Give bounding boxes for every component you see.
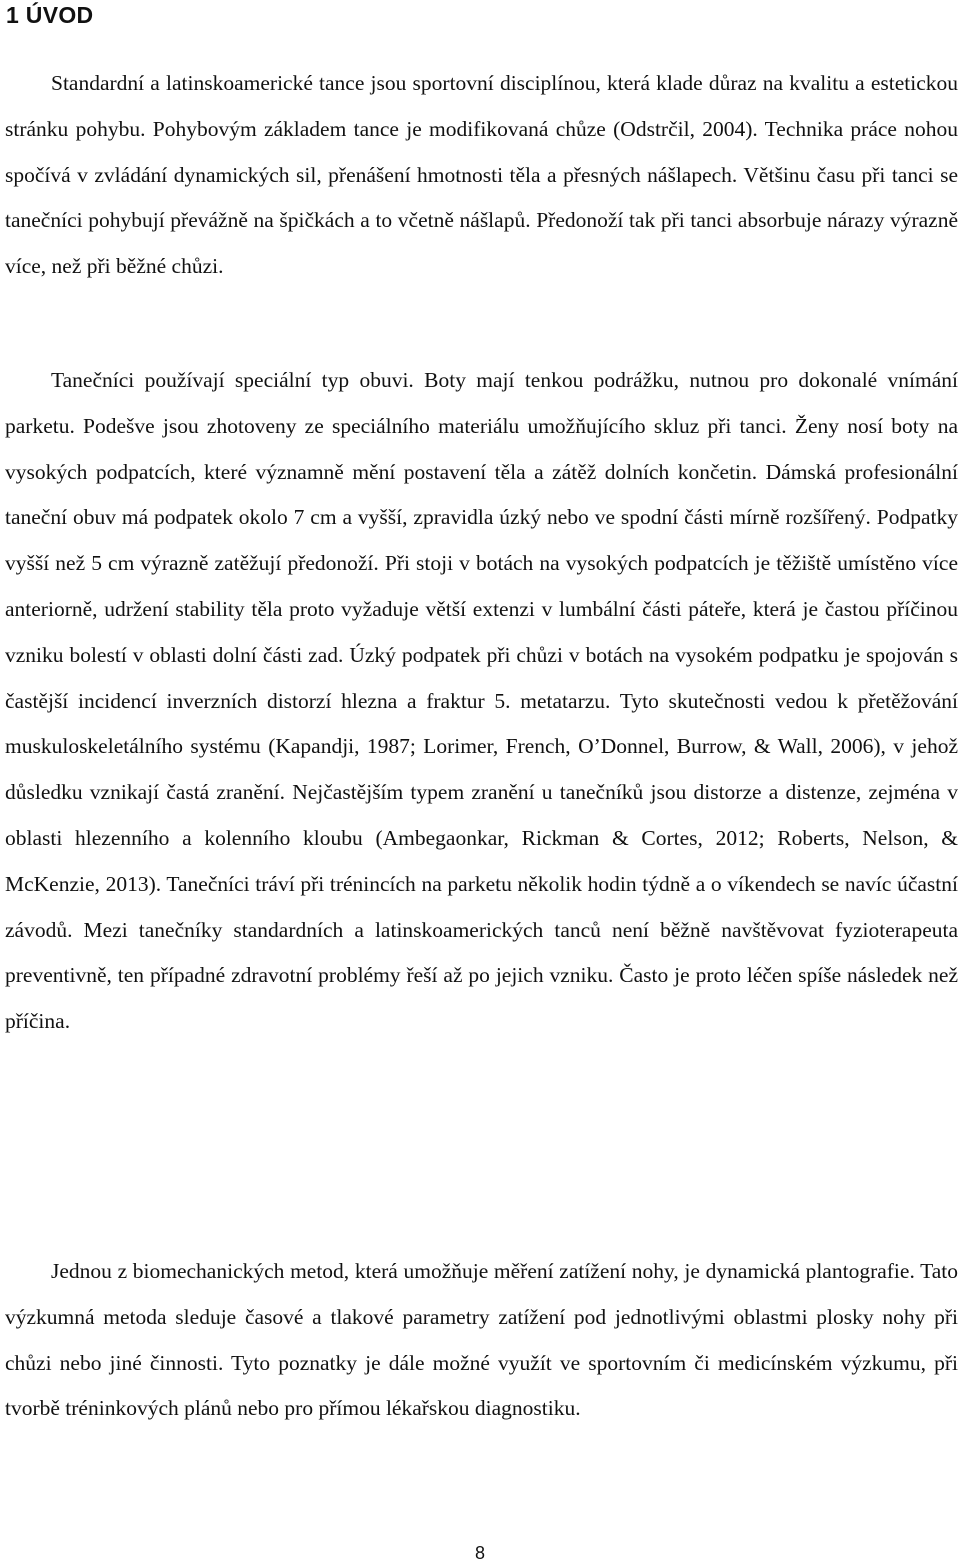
paragraph-plantography: Jednou z biomechanických metod, která umožňuje měření zatížení nohy, je dynamická plantografie. Tato výzkumná metoda sleduje časové a tlakové parametry zatížení pod jednotlivými oblastmi plosky nohy při chůzi nebo jiné činnosti. Tyto poznatky je dále možné využít ve sportovním či medicínském výzkumu, při tvorbě tréninkových plánů nebo pro přímou lékařskou diagnostiku. <box>5 1259 958 1421</box>
section-heading: 1 ÚVOD <box>6 2 94 28</box>
paragraph-dance-technique: Standardní a latinskoamerické tance jsou sportovní disciplínou, která klade důraz na kvalitu a estetickou stránku pohybu. Pohybovým základem tance je modifikovaná chůze (Odstrčil, 2004). Technika práce nohou spočívá v zvládání dynamických sil, přenášení hmotnosti těla a přesných nášlapech. Většinu času při tanci se tanečníci pohybují převážně na špičkách a to včetně nášlapů. Předonoží tak při tanci absorbuje nárazy výrazně více, než při běžné chůzi. <box>5 71 958 279</box>
paragraph-dance-shoes-injuries: Tanečníci používají speciální typ obuvi. Boty mají tenkou podrážku, nutnou pro dokonalé vnímání parketu. Podešve jsou zhotoveny ze speciálního materiálu umožňujícího skluz při tanci. Ženy nosí boty na vysokých podpatcích, které významně mění postavení těla a zátěž dolních končetin. Dámská profesionální taneční obuv má podpatek okolo 7 cm a vyšší, zpravidla úzký nebo ve spodní části mírně rozšířený. Podpatky vyšší než 5 cm výrazně zatěžují předonoží. Při stoji v botách na vysokých podpatcích je těžiště umístěno více anteriorně, udržení stability těla proto vyžaduje větší extenzi v lumbální části páteře, která je častou příčinou vzniku bolestí v oblasti dolní části zad. Úzký podpatek při chůzi v botách na vysokém podpatku je spojován s častější incidencí inverzních distorzí hlezna a fraktur 5. metatarzu. Tyto skutečnosti vedou k přetěžování muskuloskeletálního systému (Kapandji, 1987; Lorimer, French, O’Donnel, Burrow, & Wall, 2006), v jehož důsledku vznikají častá zranění. Nejčastějším typem zranění u tanečníků jsou distorze a distenze, zejména v oblasti hlezenního a kolenního kloubu (Ambegaonkar, Rickman & Cortes, 2012; Roberts, Nelson, & McKenzie, 2013). Tanečníci tráví při trénincích na parketu několik hodin týdně a o víkendech se navíc účastní závodů. Mezi tanečníky standardních a latinskoamerických tanců není běžně navštěvovat fyzioterapeuta preventivně, ten případné zdravotní problémy řeší až po jejich vzniku. Často je proto léčen spíše následek než příčina. <box>5 368 958 1034</box>
page-number: 8 <box>474 1543 485 1563</box>
